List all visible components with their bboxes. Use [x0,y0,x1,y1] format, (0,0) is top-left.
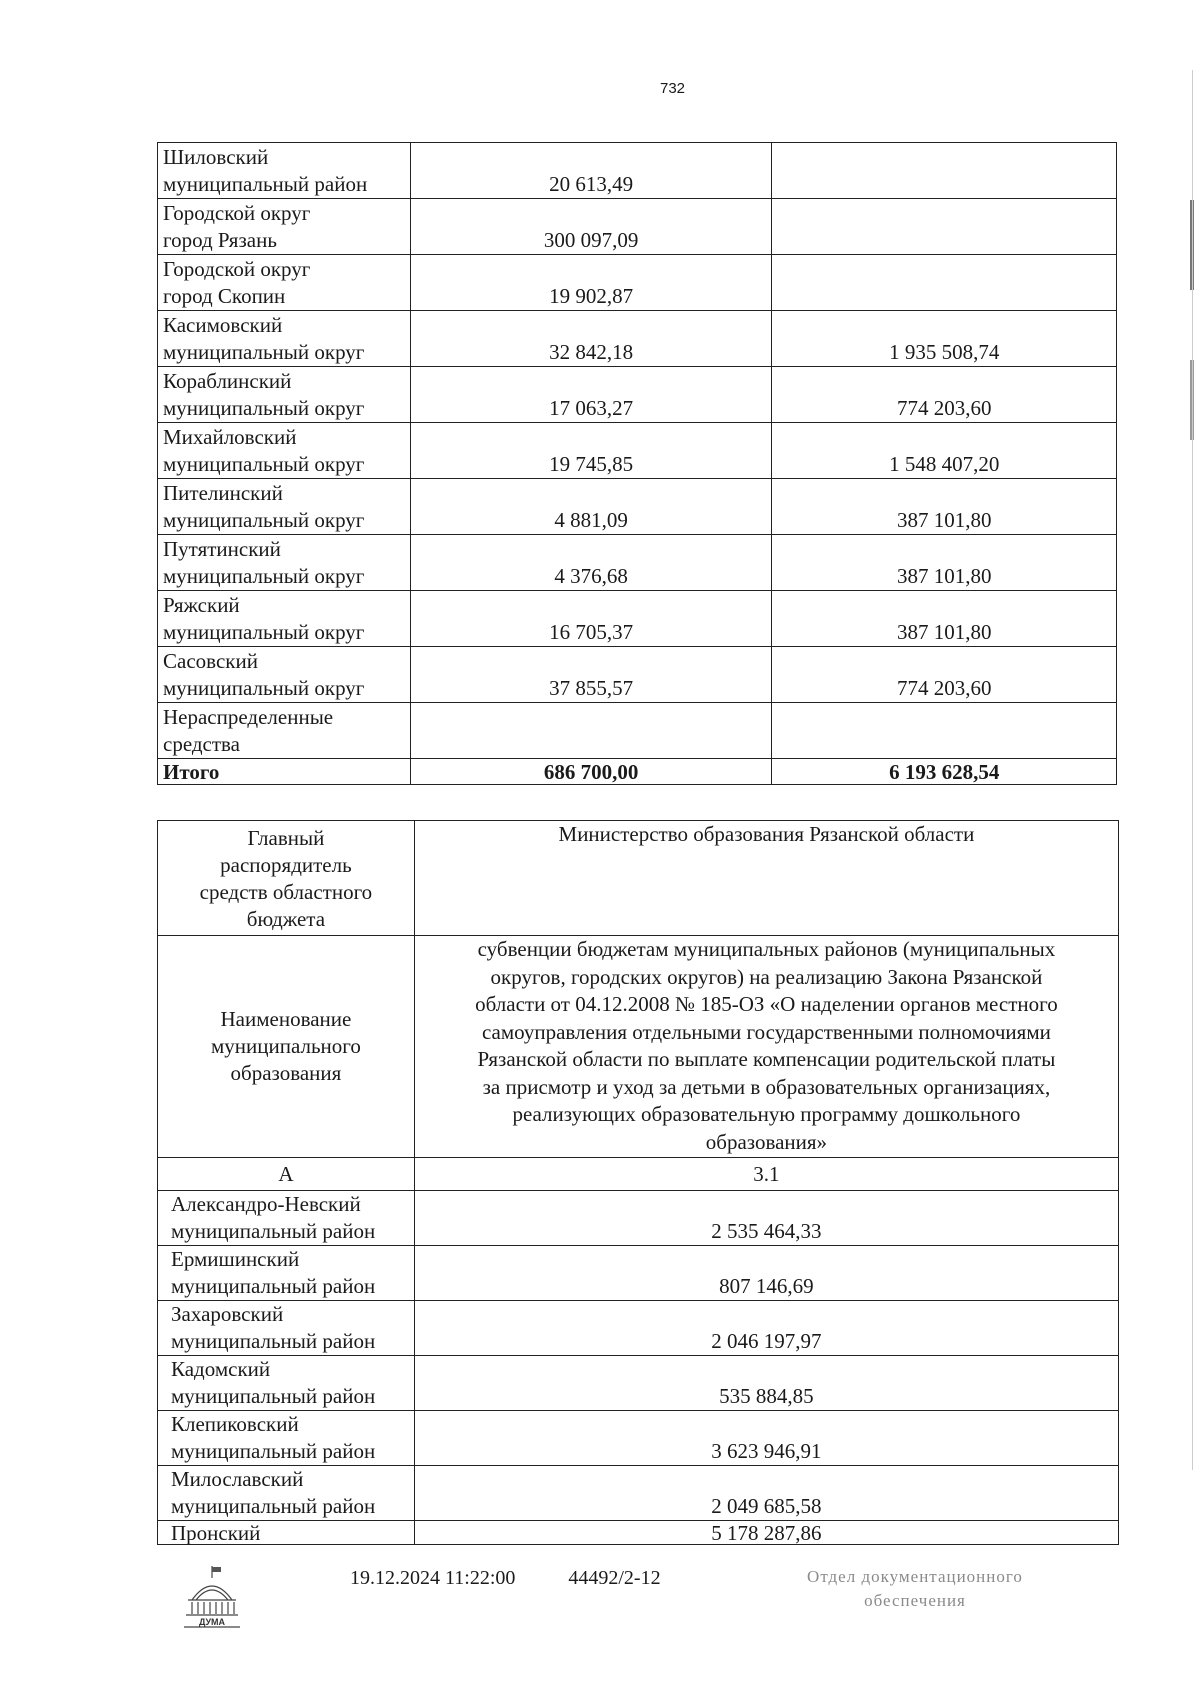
amount-column-1: 4 881,09 [410,479,772,535]
name-line: город Рязань [163,228,277,252]
duma-logo [180,1564,245,1632]
municipality-name [158,647,411,703]
municipality-name [158,479,411,535]
label-line: средств областного [199,880,373,904]
table-body [158,143,1117,785]
municipality-name [158,143,411,199]
municipality-name [158,1356,415,1411]
label-line: бюджета [246,907,326,931]
table-row [158,311,1117,367]
table-row [158,199,1117,255]
municipality-name-label [158,936,415,1158]
municipality-name [158,1301,415,1356]
name-line: муниципальный округ [163,508,365,532]
municipality-name [158,703,411,759]
name-line: Кадомский [171,1357,271,1381]
logo-text: ДУМА [198,1617,226,1627]
name-line: муниципальный округ [163,396,365,420]
name-line: муниципальный район [171,1329,376,1353]
table-row [158,1191,1119,1246]
column-index-a: А [158,1158,415,1191]
registration-datetime: 19.12.2024 11:22:00 [350,1567,516,1589]
scan-edge-marks [1180,30,1200,1530]
table-row [158,143,1117,199]
table-body [158,821,1119,1545]
amount-column-2: 1 548 407,20 [772,423,1117,479]
name-line: муниципальный округ [163,620,365,644]
table-row [158,1246,1119,1301]
municipality-name [158,255,411,311]
label-line: распорядитель [220,853,352,877]
description-line: за присмотр и уход за детьми в образовательных организациях, [482,1074,1051,1099]
amount-column-1: 4 376,68 [410,535,772,591]
subvention-table [157,820,1119,1545]
amount-column-1: 300 097,09 [410,199,772,255]
table-row [158,1411,1119,1466]
registration-stamp [350,1567,661,1590]
description-line: субвенции бюджетам муниципальных районов (муниципальных [477,937,1056,961]
header-row-description [158,936,1119,1158]
amount-column-2 [772,703,1117,759]
total-value-1: 686 700,00 [410,759,772,785]
table-row [158,647,1117,703]
name-line: Милославский [171,1467,304,1491]
name-line: муниципальный район [171,1494,376,1518]
municipality-name [158,1191,415,1246]
label-line: образования [230,1061,342,1085]
name-line: Клепиковский [171,1412,299,1436]
name-line: муниципальный район [163,172,368,196]
amount-column-1 [410,703,772,759]
amount-column-2 [772,199,1117,255]
department-stamp-line: Отдел документационного [807,1567,1023,1586]
name-line: муниципальный район [171,1384,376,1408]
name-line: муниципальный район [171,1439,376,1463]
name-line: Кораблинский [163,369,292,393]
table-row [158,1466,1119,1521]
municipality-name [158,199,411,255]
label-line: Главный [247,826,325,850]
name-line: Шиловский [163,145,269,169]
name-line: Сасовский [163,649,258,673]
amount-column-2: 387 101,80 [772,535,1117,591]
table-row [158,703,1117,759]
description-line: реализующих образовательную программу дошкольного [512,1102,1021,1126]
distributor-value: Министерство образования Рязанской области [414,821,1118,936]
description-line: Рязанской области по выплате компенсации родительской платы [477,1047,1056,1071]
description-line: округов, городских округов) на реализацию Закона Рязанской [490,964,1043,989]
name-line: Касимовский [163,313,283,337]
distributor-label [158,821,415,936]
subvention-amount: 535 884,85 [414,1356,1118,1411]
table-row [158,367,1117,423]
municipality-name [158,423,411,479]
total-label: Итого [158,759,411,785]
amount-column-1: 17 063,27 [410,367,772,423]
amount-column-1: 20 613,49 [410,143,772,199]
municipality-name [158,367,411,423]
amount-column-2: 387 101,80 [772,591,1117,647]
name-line: Михайловский [163,425,297,449]
municipality-name [158,1411,415,1466]
name-line: средства [163,732,241,756]
amount-column-2: 387 101,80 [772,479,1117,535]
amount-column-1: 19 902,87 [410,255,772,311]
allocation-table-continued [157,142,1117,785]
table-row [158,255,1117,311]
subvention-amount: 2 535 464,33 [414,1191,1118,1246]
column-index-b: 3.1 [414,1158,1118,1191]
total-row [158,759,1117,785]
table-row [158,535,1117,591]
amount-column-2: 774 203,60 [772,367,1117,423]
name-line: муниципальный округ [163,564,365,588]
name-line: муниципальный округ [163,452,365,476]
name-line: муниципальный округ [163,676,365,700]
header-row-distributor [158,821,1119,936]
description-line: образования» [705,1129,828,1154]
amount-column-2 [772,143,1117,199]
name-line: Александро-Невский [171,1192,361,1216]
table-row [158,1356,1119,1411]
name-line: муниципальный район [171,1274,376,1298]
subvention-amount: 5 178 287,86 [414,1521,1118,1545]
table-row [158,479,1117,535]
total-value-2: 6 193 628,54 [772,759,1117,785]
municipality-name: Пронский [158,1521,415,1545]
name-line: Городской округ [163,257,311,281]
label-line: Наименование [220,1007,352,1031]
page-number: 732 [659,80,686,97]
name-line: муниципальный район [171,1219,376,1243]
municipality-name [158,1466,415,1521]
name-line: Ряжский [163,593,240,617]
description-line: области от 04.12.2008 № 185-ОЗ «О наделении органов местного [475,992,1058,1016]
amount-column-1: 37 855,57 [410,647,772,703]
amount-column-1: 19 745,85 [410,423,772,479]
municipality-name [158,535,411,591]
subvention-amount: 807 146,69 [414,1246,1118,1301]
name-line: Захаровский [171,1302,284,1326]
description-line: самоуправления отдельными государственными полномочиями [481,1019,1051,1044]
municipality-name [158,1246,415,1301]
table-row [158,1301,1119,1356]
column-index-row [158,1158,1119,1191]
amount-column-2: 1 935 508,74 [772,311,1117,367]
label-line: муниципального [210,1034,361,1058]
department-stamp-line: обеспечения [864,1591,966,1610]
subvention-amount: 2 049 685,58 [414,1466,1118,1521]
name-line: город Скопин [163,284,286,308]
amount-column-2: 774 203,60 [772,647,1117,703]
municipality-name [158,591,411,647]
name-line: Пителинский [163,481,283,505]
table-row [158,591,1117,647]
registration-number: 44492/2-12 [568,1567,661,1589]
amount-column-1: 16 705,37 [410,591,772,647]
name-line: Нераспределенные [163,705,334,729]
subvention-amount: 3 623 946,91 [414,1411,1118,1466]
amount-column-1: 32 842,18 [410,311,772,367]
table-row [158,423,1117,479]
subvention-amount: 2 046 197,97 [414,1301,1118,1356]
department-stamp [780,1565,1050,1613]
name-line: Путятинский [163,537,281,561]
name-line: Городской округ [163,201,311,225]
table-row [158,1521,1119,1545]
subvention-description [414,936,1118,1158]
amount-column-2 [772,255,1117,311]
name-line: муниципальный округ [163,340,365,364]
name-line: Ермишинский [171,1247,300,1271]
municipality-name [158,311,411,367]
